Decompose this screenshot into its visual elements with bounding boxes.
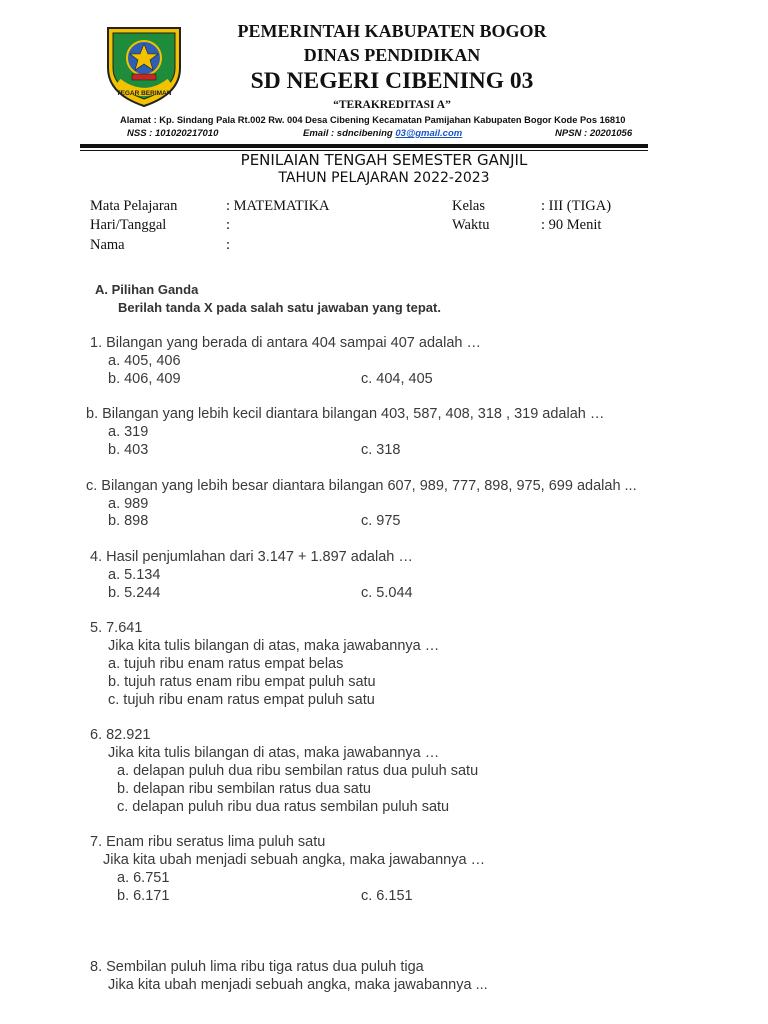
question-6-option-b: b. delapan ribu sembilan ratus dua satu bbox=[117, 781, 371, 797]
header-nss: NSS : 101020217010 bbox=[127, 128, 219, 139]
header-email bbox=[303, 128, 462, 139]
question-6-prompt: Jika kita tulis bilangan di atas, maka jawabannya … bbox=[108, 745, 440, 761]
question-7-option-c: c. 6.151 bbox=[361, 888, 413, 904]
question-5-option-a: a. tujuh ribu enam ratus empat belas bbox=[108, 656, 344, 672]
question-7: 7. Enam ribu seratus lima puluh satu bbox=[90, 834, 326, 850]
question-2-option-c: c. 318 bbox=[361, 442, 401, 458]
question-5-option-c: c. tujuh ribu enam ratus empat puluh satu bbox=[108, 692, 375, 708]
exam-title: PENILAIAN TENGAH SEMESTER GANJIL bbox=[240, 151, 528, 169]
subject-value: : MATEMATIKA bbox=[226, 198, 330, 214]
section-instruction: Berilah tanda X pada salah satu jawaban yang tepat. bbox=[118, 300, 441, 315]
question-7-prompt: Jika kita ubah menjadi sebuah angka, maka jawabannya … bbox=[103, 852, 486, 868]
question-3-option-c: c. 975 bbox=[361, 513, 401, 529]
question-4: 4. Hasil penjumlahan dari 3.147 + 1.897 adalah … bbox=[90, 549, 413, 565]
header-accreditation: “TERAKREDITASI A” bbox=[333, 99, 451, 111]
question-6-option-a: a. delapan puluh dua ribu sembilan ratus dua puluh satu bbox=[117, 763, 479, 779]
question-7-option-a: a. 6.751 bbox=[117, 870, 170, 886]
day-label: Hari/Tanggal bbox=[90, 217, 167, 233]
question-3-option-b: b. 898 bbox=[108, 513, 149, 529]
header-npsn: NPSN : 20201056 bbox=[555, 128, 633, 139]
header-government: PEMERINTAH KABUPATEN BOGOR bbox=[237, 21, 547, 41]
question-6-option-c: c. delapan puluh ribu dua ratus sembilan puluh satu bbox=[117, 799, 450, 815]
email-link[interactable]: 03@gmail.com bbox=[395, 128, 463, 139]
header-divider-thick bbox=[80, 144, 648, 148]
question-2: b. Bilangan yang lebih kecil diantara bilangan 403, 587, 408, 318 , 319 adalah … bbox=[86, 406, 605, 422]
day-value: : bbox=[226, 217, 231, 233]
header-department: DINAS PENDIDIKAN bbox=[303, 45, 481, 65]
question-1: 1. Bilangan yang berada di antara 404 sampai 407 adalah … bbox=[90, 335, 481, 351]
crest-motto: TEGAR BERIMAN bbox=[116, 90, 172, 97]
header-address: Alamat : Kp. Sindang Pala Rt.002 Rw. 004 Desa Cibening Kecamatan Pamijahan Kabupaten Bogor Kode Pos 16810 bbox=[120, 115, 626, 125]
class-value: : III (TIGA) bbox=[541, 198, 612, 214]
name-label: Nama bbox=[90, 237, 125, 253]
question-7-option-b: b. 6.171 bbox=[117, 888, 170, 904]
question-5-option-b: b. tujuh ratus enam ribu empat puluh satu bbox=[108, 674, 376, 690]
question-5: 5. 7.641 bbox=[90, 620, 143, 636]
question-8: 8. Sembilan puluh lima ribu tiga ratus dua puluh tiga bbox=[90, 959, 424, 975]
name-value: : bbox=[226, 237, 231, 253]
section-heading: A. Pilihan Ganda bbox=[95, 282, 199, 297]
question-2-option-a: a. 319 bbox=[108, 424, 149, 440]
question-4-option-b: b. 5.244 bbox=[108, 585, 161, 601]
subject-label: Mata Pelajaran bbox=[90, 198, 178, 214]
question-2-option-b: b. 403 bbox=[108, 442, 149, 458]
email-label: Email : sdncibening bbox=[303, 128, 396, 139]
question-1-option-b: b. 406, 409 bbox=[108, 371, 181, 387]
question-5-prompt: Jika kita tulis bilangan di atas, maka jawabannya … bbox=[108, 638, 440, 654]
question-1-option-c: c. 404, 405 bbox=[361, 371, 433, 387]
time-value: : 90 Menit bbox=[541, 217, 602, 233]
question-3-option-a: a. 989 bbox=[108, 496, 149, 512]
time-label: Waktu bbox=[452, 217, 490, 233]
header-school-name: SD NEGERI CIBENING 03 bbox=[250, 68, 534, 94]
exam-subtitle: TAHUN PELAJARAN 2022-2023 bbox=[278, 170, 490, 186]
question-1-option-a: a. 405, 406 bbox=[108, 353, 181, 369]
question-8-prompt: Jika kita ubah menjadi sebuah angka, maka jawabannya ... bbox=[108, 977, 488, 993]
question-4-option-a: a. 5.134 bbox=[108, 567, 161, 583]
question-3: c. Bilangan yang lebih besar diantara bilangan 607, 989, 777, 898, 975, 699 adalah ... bbox=[86, 478, 637, 494]
question-4-option-c: c. 5.044 bbox=[361, 585, 413, 601]
question-6: 6. 82.921 bbox=[90, 727, 151, 743]
class-label: Kelas bbox=[452, 198, 486, 214]
